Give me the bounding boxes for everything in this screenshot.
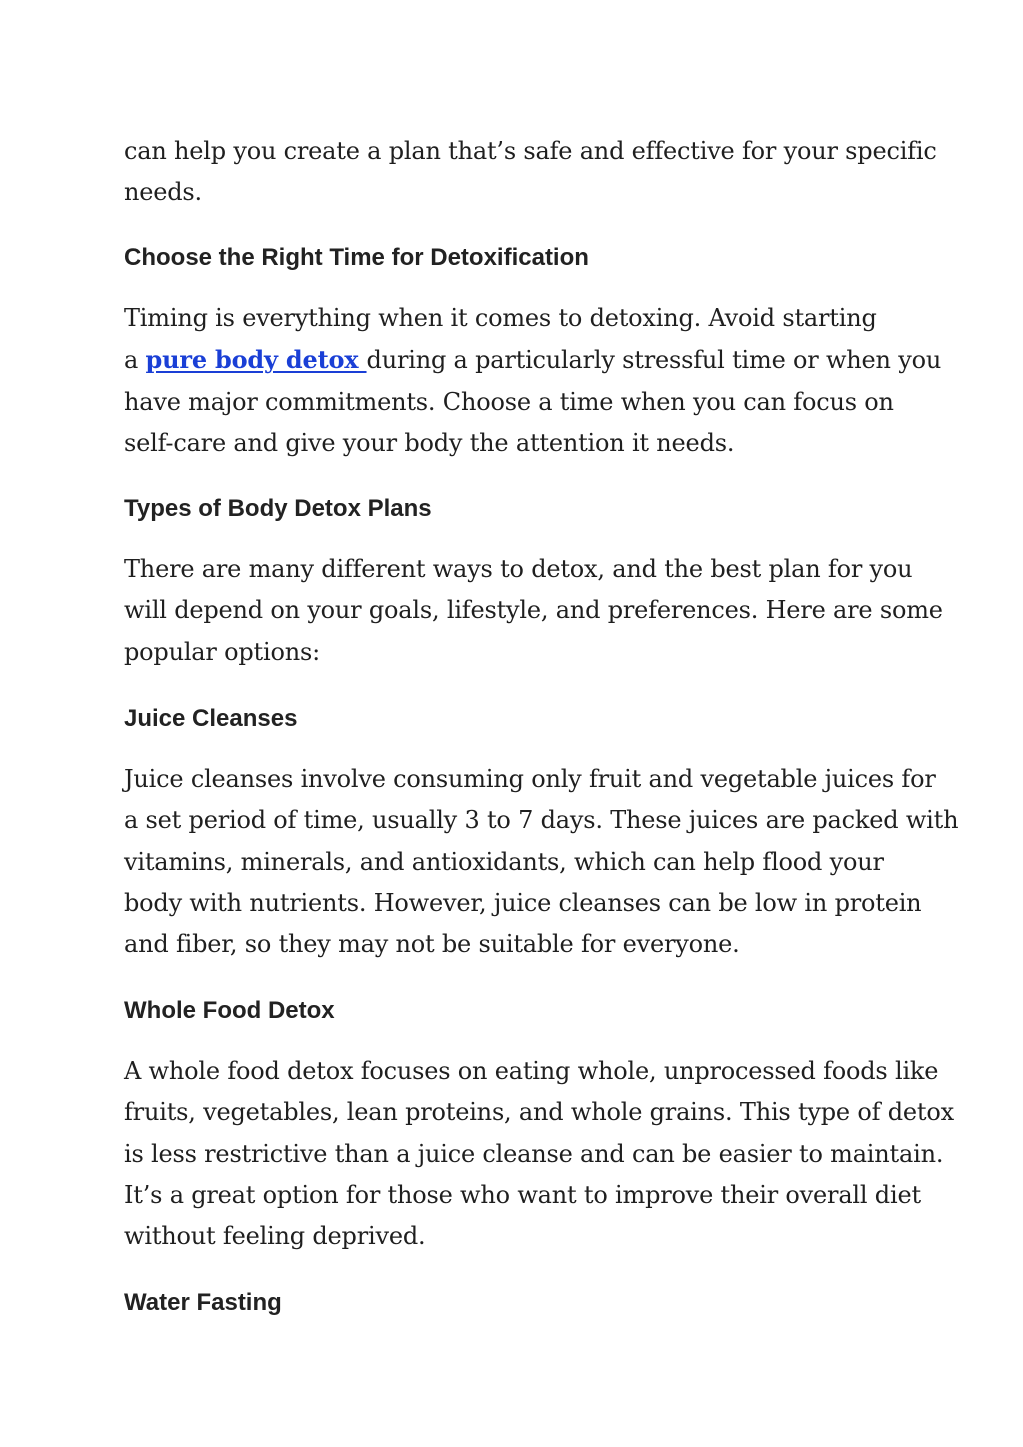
intro-paragraph — [124, 131, 937, 214]
heading-choose-right-time: Choose the Right Time for Detoxification — [124, 244, 589, 271]
paragraph-line: Juice cleanses involve consuming only fruit and vegetable juices for — [124, 765, 936, 793]
paragraph-line: needs. — [124, 178, 202, 207]
paragraph-line: body with nutrients. However, juice cleanses can be low in protein — [124, 888, 922, 917]
paragraph-line: is less restrictive than a juice cleanse and can be easier to maintain. — [124, 1139, 944, 1168]
paragraph-line: vitamins, minerals, and antioxidants, which can help flood your — [124, 847, 884, 876]
paragraph-line-with-link — [124, 339, 941, 381]
paragraph-line: fruits, vegetables, lean proteins, and whole grains. This type of detox — [124, 1098, 954, 1127]
paragraph-line: Timing is everything when it comes to detoxing. Avoid starting — [124, 304, 877, 332]
paragraph-line: It’s a great option for those who want to improve their overall diet — [124, 1180, 921, 1209]
line-prefix: a — [124, 346, 146, 375]
paragraph-line: popular options: — [124, 637, 320, 666]
paragraph-line: and fiber, so they may not be suitable for everyone. — [124, 930, 740, 959]
paragraph-line: will depend on your goals, lifestyle, and preferences. Here are some — [124, 596, 943, 625]
line-suffix: during a particularly stressful time or when you — [366, 346, 942, 375]
heading-juice-cleanses: Juice Cleanses — [124, 705, 298, 732]
paragraph-line: a set period of time, usually 3 to 7 days. These juices are packed with — [124, 806, 959, 835]
juice-paragraph — [124, 759, 958, 965]
paragraph-line: without feeling deprived. — [124, 1222, 426, 1251]
pure-body-detox-link[interactable]: pure body detox — [145, 345, 367, 375]
types-paragraph — [124, 549, 943, 673]
paragraph-line: A whole food detox focuses on eating whole, unprocessed foods like — [124, 1057, 939, 1085]
heading-whole-food-detox: Whole Food Detox — [124, 997, 335, 1024]
paragraph-line: There are many different ways to detox, and the best plan for you — [124, 555, 913, 583]
heading-water-fasting: Water Fasting — [124, 1289, 282, 1316]
paragraph-line: self-care and give your body the attention it needs. — [124, 428, 735, 457]
paragraph-line: can help you create a plan that’s safe and effective for your specific — [124, 137, 937, 165]
paragraph-line: have major commitments. Choose a time when you can focus on — [124, 387, 894, 416]
whole-food-paragraph — [124, 1051, 954, 1257]
timing-paragraph — [124, 298, 941, 464]
heading-types-of-detox-plans: Types of Body Detox Plans — [124, 495, 432, 522]
